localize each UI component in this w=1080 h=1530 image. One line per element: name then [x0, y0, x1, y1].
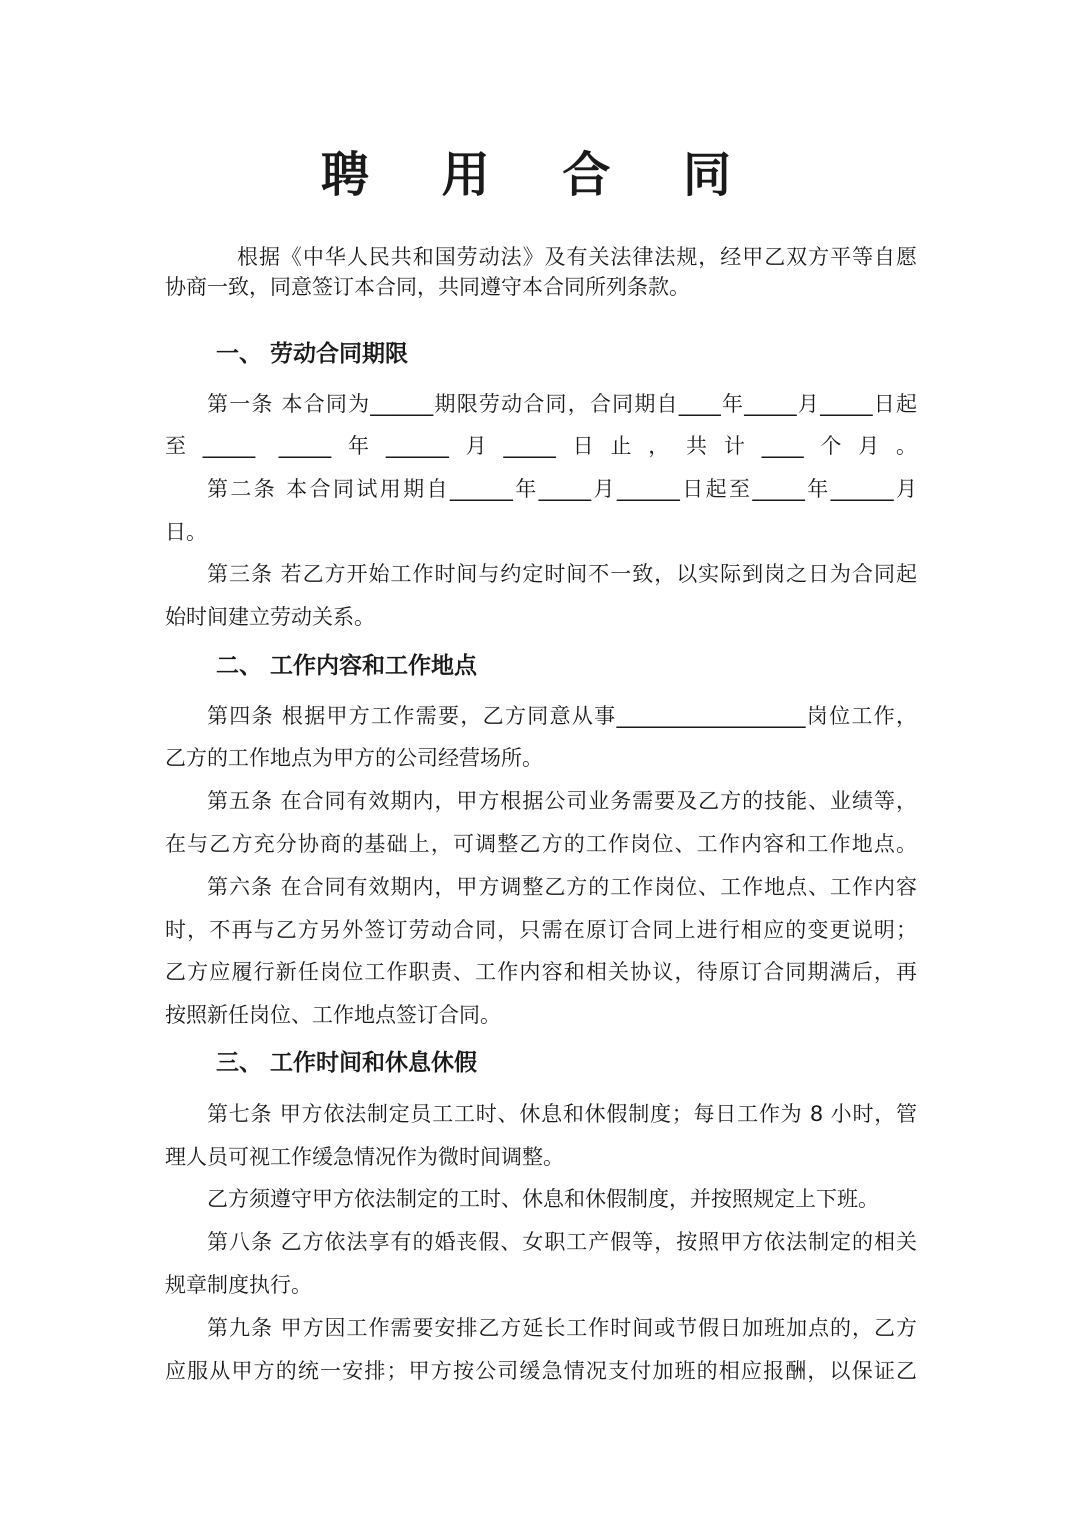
- article-line: 按照新任岗位、工作地点签订合同。: [165, 1003, 501, 1027]
- article-line: 第三条 若乙方开始工作时间与约定时间不一致，以实际到岗之日为合同起: [207, 562, 917, 586]
- article-line: 应服从甲方的统一安排；甲方按公司缓急情况支付加班的相应报酬，以保证乙: [165, 1359, 917, 1383]
- article-line: 第一条 本合同为______期限劳动合同，合同期自____年_____月_____日起: [207, 392, 917, 416]
- article-line: 日。: [165, 520, 207, 544]
- article-line: 第四条 根据甲方工作需要，乙方同意从事__________________岗位工作，: [207, 704, 917, 728]
- article-line: 第六条 在合同有效期内，甲方调整乙方的工作岗位、工作地点、工作内容: [207, 875, 917, 899]
- article-line: 至_____ _____年______月_____日止，共计____个月。: [165, 434, 917, 458]
- article-line: 乙方须遵守甲方依法制定的工时、休息和休假制度，并按照规定上下班。: [207, 1187, 879, 1211]
- article-line: 时，不再与乙方另外签订劳动合同，只需在原订合同上进行相应的变更说明；: [165, 918, 917, 942]
- article-line: 第九条 甲方因工作需要安排乙方延长工作时间或节假日加班加点的，乙方: [207, 1316, 917, 1340]
- article-line: 理人员可视工作缓急情况作为微时间调整。: [165, 1145, 564, 1169]
- article-line: 规章制度执行。: [165, 1273, 312, 1297]
- article-line: 第七条 甲方依法制定员工工时、休息和休假制度；每日工作为 8 小时，管: [207, 1102, 917, 1126]
- article-line: 乙方的工作地点为甲方的公司经营场所。: [165, 746, 543, 770]
- document-title: 聘 用 合 同: [320, 147, 760, 203]
- article-line: 在与乙方充分协商的基础上，可调整乙方的工作岗位、工作内容和工作地点。: [165, 832, 917, 856]
- section-heading-2: 二、 工作内容和工作地点: [216, 653, 478, 679]
- intro-line-1: 根据《中华人民共和国劳动法》及有关法律法规，经甲乙双方平等自愿: [237, 245, 917, 269]
- article-line: 第二条 本合同试用期自______年_____月______日起至_____年______月: [207, 477, 917, 501]
- article-line: 第五条 在合同有效期内，甲方根据公司业务需要及乙方的技能、业绩等，: [207, 789, 917, 813]
- section-heading-3: 三、 工作时间和休息休假: [216, 1050, 478, 1076]
- article-line: 乙方应履行新任岗位工作职责、工作内容和相关协议，待原订合同期满后，再: [165, 960, 917, 984]
- section-heading-1: 一、 劳动合同期限: [216, 341, 409, 367]
- article-line: 始时间建立劳动关系。: [165, 605, 375, 629]
- intro-line-2: 协商一致，同意签订本合同，共同遵守本合同所列条款。: [165, 275, 690, 299]
- article-line: 第八条 乙方依法享有的婚丧假、女职工产假等，按照甲方依法制定的相关: [207, 1230, 917, 1254]
